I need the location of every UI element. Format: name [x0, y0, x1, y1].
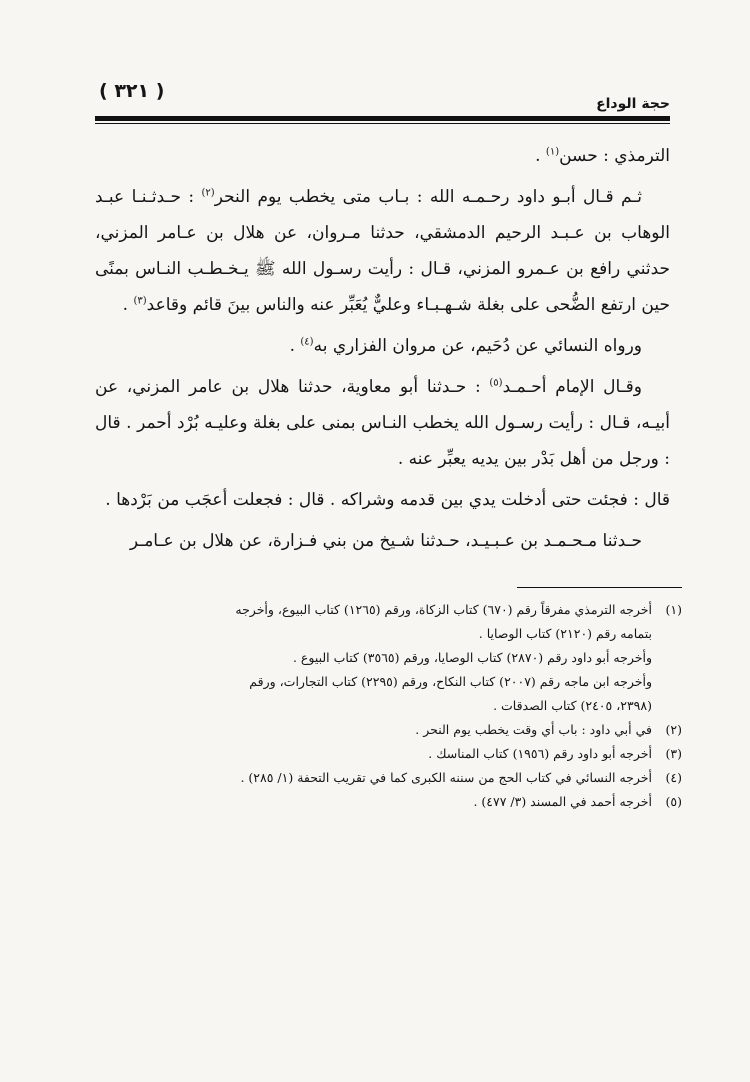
footnote-ref: (٤) — [300, 336, 314, 348]
main-text — [95, 138, 670, 559]
paragraph-5: قال : فجئت حتى أدخلت يدي بين قدمه وشراكه . قال : فجعلت أعجَب من بَرْدها . — [105, 490, 670, 510]
footnote-2: (٢) في أبي داود : باب أي وقت يخطب يوم النحر . — [83, 718, 682, 742]
footnote-5: (٥) أخرجه أحمد في المسند (٣/ ٤٧٧) . — [83, 790, 682, 814]
chapter-title: حجة الوداع — [596, 96, 670, 112]
paragraph-6: حـدثنا مـحـمـد بن عـبـيـد، حـدثنا شـيخ من بني فـزارة، عن هلال بن عـامـر — [129, 531, 642, 551]
footnote-number: (١) — [665, 602, 682, 617]
footnote-4: (٤) أخرجه النسائي في كتاب الحج من سننه الكبرى كما في تقريب التحفة (١/ ٢٨٥) . — [83, 766, 682, 790]
header-rule-thin — [95, 123, 670, 124]
footnote-3: (٣) أخرجه أبو داود رقم (١٩٥٦) كتاب المناسك . — [83, 742, 682, 766]
footnote-1: (١) أخرجه الترمذي مفرقاً رقم (٦٧٠) كتاب الزكاة، ورقم (١٢٦٥) كتاب البيوع، وأخرجه بتمامه رقم (٢١٢٠) كتاب الوصايا . وأخرجه أبو داود رقم (٢٨٧٠) كتاب الوصايا، ورقم (٣٥٦٥) كتاب البيوع . وأخرجه ابن ماجه رقم (٢٠٠٧) كتاب النكاح، ورقم (٢٢٩٥) كتاب التجارات، ورقم (٢٣٩٨، ٢٤٠٥) كتاب الصدقات . — [83, 598, 682, 718]
running-header — [95, 80, 670, 112]
paragraph-4: وقـال الإمام أحـمـد$^{(٥)}$ : حـدثنا أبو معاوية، حدثنا هلال بن عامر المزني، عن أبيـه، قـال : رأيت رسـول الله يخطب النـاس بمنى على بغلة وعليـه بُرْد أحمر . قال : ورجل من أهل بَدْر بين يديه يعبِّر عنه . — [95, 377, 670, 469]
header-rule-thick — [95, 116, 670, 121]
footnotes — [83, 598, 682, 814]
paragraph-1: الترمذي : حسن$^{(١)}$ . — [535, 146, 670, 166]
footnote-number: (٥) — [665, 794, 682, 809]
paragraph-2: ثـم قـال أبـو داود رحـمـه الله : بـاب متى يخطب يوم النحر$^{(٢)}$ : حـدثـنـا عبـد الوهاب بن عـبـد الرحيم الدمشقي، حدثنا مـروان، عن هلال بن عـامر المزني، حدثني رافع بن عـمرو المزني، قـال : رأيت رسـول الله ﷺ يـخـطـب النـاس بمنًى حين ارتفع الضُّحى على بغلة شـهـبـاء وعليٌّ يُعَبِّر عنه والناس بينَ قائم وقاعد$^{(٣)}$ . — [95, 187, 670, 315]
footnote-ref: (١) — [545, 146, 560, 158]
paragraph-3: ورواه النسائي عن دُحَيم، عن مروان الفزاري به$^{(٤)}$ . — [289, 336, 642, 356]
footnote-number: (٢) — [665, 722, 682, 737]
footnote-divider — [517, 587, 682, 588]
footnote-ref: (٢) — [201, 187, 215, 199]
footnote-number: (٣) — [665, 746, 682, 761]
book-page — [95, 80, 682, 814]
footnote-ref: (٣) — [133, 295, 147, 307]
footnote-number: (٤) — [665, 770, 682, 785]
footnote-ref: (٥) — [489, 377, 503, 389]
page-number: ( ٣٢١ ) — [99, 80, 165, 102]
